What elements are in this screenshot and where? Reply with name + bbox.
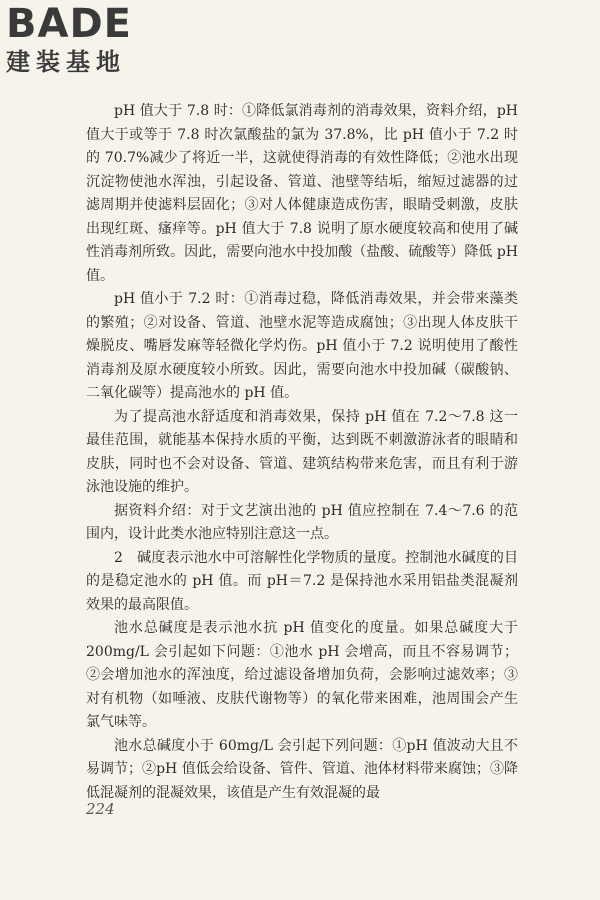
paragraph-alkalinity-definition: 2 碱度表示池水中可溶解性化学物质的量度。控制池水碱度的目的是稳定池水的 pH 值。而 pH＝7.2 是保持池水采用铝盐类混凝剂效果的最高限值。 bbox=[86, 549, 518, 613]
watermark-latin-text: BADE bbox=[6, 1, 132, 47]
bade-watermark-logo bbox=[6, 1, 132, 76]
paragraph-ph-high: pH 值大于 7.8 时：①降低氯消毒剂的消毒效果，资料介绍，pH 值大于或等于 7.8 时次氯酸盐的氯为 37.8%，比 pH 值小于 7.2 时的 70.7%减少了将近一半，这就使得消毒的有效性降低；②池水出现沉淀物使池水浑浊，引起设备、管道、池壁等结垢，缩短过滤器的过滤周期并使滤料层固化；③对人体健康造成伤害，眼睛受刺激，皮肤出现红斑、瘙痒等。pH 值大于 7.8 说明了原水硬度较高和使用了碱性消毒剂所致。因此，需要向池水中投加酸（盐酸、硫酸等）降低 pH 值。 bbox=[86, 103, 518, 284]
paragraph-performance-pool: 据资料介绍：对于文艺演出池的 pH 值应控制在 7.4～7.6 的范围内，设计此类水池应特别注意这一点。 bbox=[86, 502, 518, 542]
paragraph-alkalinity-low: 池水总碱度小于 60mg/L 会引起下列问题：①pH 值波动大且不易调节；②pH 值低会给设备、管件、管道、池体材料带来腐蚀；③降低混凝剂的混凝效果，该值是产生有效混凝的最 bbox=[86, 737, 518, 801]
page-body bbox=[86, 100, 518, 805]
page-number: 224 bbox=[86, 800, 115, 818]
paragraph-ph-optimal-range: 为了提高池水舒适度和消毒效果，保持 pH 值在 7.2～7.8 这一最佳范围，就能基本保持水质的平衡，达到既不刺激游泳者的眼睛和皮肤，同时也不会对设备、管道、建筑结构带来危害，而且有利于游泳池设施的维护。 bbox=[86, 408, 518, 495]
paragraph-ph-low: pH 值小于 7.2 时：①消毒过稳，降低消毒效果，并会带来藻类的繁殖；②对设备、管道、池壁水泥等造成腐蚀；③出现人体皮肤干燥脱皮、嘴唇发麻等轻微化学灼伤。pH 值小于 7.2 说明使用了酸性消毒剂及原水硬度较小所致。因此，需要向池水中投加碱（碳酸钠、二氧化碳等）提高池水的 pH 值。 bbox=[86, 291, 518, 401]
paragraph-alkalinity-high: 池水总碱度是表示池水抗 pH 值变化的度量。如果总碱度大于 200mg/L 会引起如下问题：①池水 pH 会增高，而且不容易调节；②会增加池水的浑浊度，给过滤设备增加负荷，会影响过滤效率；③对有机物（如唾液、皮肤代谢物等）的氧化带来困难，池周围会产生氯气味等。 bbox=[86, 620, 518, 730]
watermark-cjk-text: 建装基地 bbox=[6, 48, 126, 76]
